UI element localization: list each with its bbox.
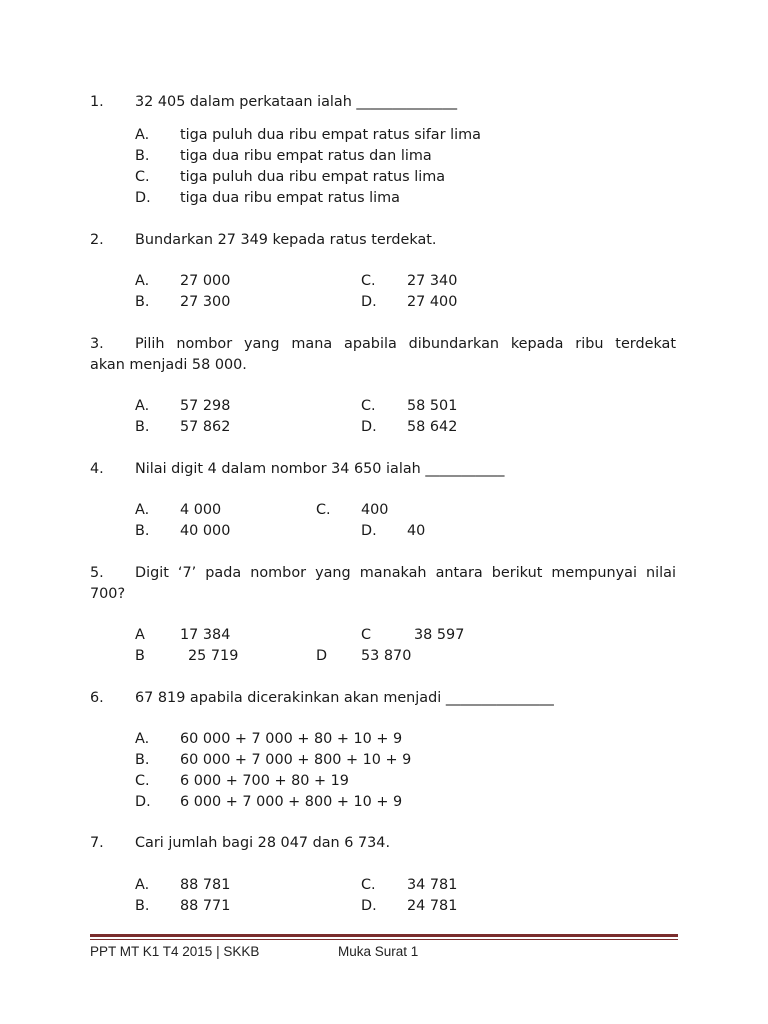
option-letter: A. (135, 731, 150, 747)
option-text: 40 000 (180, 523, 231, 539)
question-text: 67 819 apabila dicerakinkan akan menjadi _______________ (135, 690, 554, 706)
option-text: tiga puluh dua ribu empat ratus lima (180, 169, 446, 185)
option-letter: A. (135, 398, 150, 414)
question-text-line1: Pilih nombor yang mana apabila dibundarkan kepada ribu terdekat (135, 336, 676, 352)
option-letter: A (135, 627, 145, 643)
question-number: 6. (90, 690, 104, 706)
footer-rule-thin (90, 939, 678, 940)
option-letter: A. (135, 502, 150, 518)
option-text: 400 (361, 502, 389, 518)
option-letter: B. (135, 294, 150, 310)
question-number: 7. (90, 835, 104, 851)
question-text-line2: 700? (90, 586, 126, 602)
option-text: 6 000 + 7 000 + 800 + 10 + 9 (180, 794, 403, 810)
option-text: tiga dua ribu empat ratus lima (180, 190, 401, 206)
option-text: 17 384 (180, 627, 231, 643)
question-text: Cari jumlah bagi 28 047 dan 6 734. (135, 835, 391, 851)
question-text: Nilai digit 4 dalam nombor 34 650 ialah ___________ (135, 461, 505, 477)
option-text: 25 719 (188, 648, 239, 664)
option-letter: B (135, 648, 145, 664)
option-text: 58 642 (407, 419, 458, 435)
option-text: 40 (407, 523, 426, 539)
option-text: 58 501 (407, 398, 458, 414)
option-text: 38 597 (414, 627, 465, 643)
option-letter: A. (135, 877, 150, 893)
option-letter: B. (135, 898, 150, 914)
option-text: 6 000 + 700 + 80 + 19 (180, 773, 349, 789)
option-text: 60 000 + 7 000 + 80 + 10 + 9 (180, 731, 403, 747)
option-letter: B. (135, 523, 150, 539)
question-number: 1. (90, 94, 104, 110)
option-letter: B. (135, 419, 150, 435)
option-text: tiga puluh dua ribu empat ratus sifar lima (180, 127, 481, 143)
option-letter: C. (316, 502, 331, 518)
footer-rule-thick (90, 934, 678, 937)
option-letter: D. (361, 419, 377, 435)
option-text: 57 298 (180, 398, 231, 414)
option-text: 24 781 (407, 898, 458, 914)
option-text: 57 862 (180, 419, 231, 435)
option-letter: C. (135, 773, 150, 789)
question-text: Bundarkan 27 349 kepada ratus terdekat. (135, 232, 437, 248)
option-letter: A. (135, 273, 150, 289)
option-letter: B. (135, 148, 150, 164)
footer-page-number: Muka Surat 1 (338, 944, 419, 959)
option-letter: D (316, 648, 328, 664)
option-letter: C. (361, 398, 376, 414)
option-letter: D. (135, 794, 151, 810)
option-letter: C. (361, 273, 376, 289)
question-number: 2. (90, 232, 104, 248)
option-text: 88 771 (180, 898, 231, 914)
option-text: 53 870 (361, 648, 412, 664)
option-letter: D. (361, 898, 377, 914)
option-letter: C. (361, 877, 376, 893)
option-text: 60 000 + 7 000 + 800 + 10 + 9 (180, 752, 412, 768)
option-text: 27 000 (180, 273, 231, 289)
option-text: 88 781 (180, 877, 231, 893)
question-number: 5. (90, 565, 104, 581)
option-letter: C (361, 627, 372, 643)
question-number: 3. (90, 336, 104, 352)
question-text-line1: Digit ‘7’ pada nombor yang manakah antara berikut mempunyai nilai (135, 565, 676, 581)
option-letter: D. (361, 523, 377, 539)
option-text: 4 000 (180, 502, 222, 518)
option-text: 27 400 (407, 294, 458, 310)
option-letter: B. (135, 752, 150, 768)
option-text: 27 300 (180, 294, 231, 310)
option-text: 27 340 (407, 273, 458, 289)
option-text: tiga dua ribu empat ratus dan lima (180, 148, 432, 164)
option-letter: D. (135, 190, 151, 206)
question-text-line2: akan menjadi 58 000. (90, 357, 247, 373)
question-text: 32 405 dalam perkataan ialah ______________ (135, 94, 458, 110)
option-letter: C. (135, 169, 150, 185)
footer-left-text: PPT MT K1 T4 2015 | SKKB (90, 944, 260, 959)
option-letter: A. (135, 127, 150, 143)
option-letter: D. (361, 294, 377, 310)
question-number: 4. (90, 461, 104, 477)
option-text: 34 781 (407, 877, 458, 893)
